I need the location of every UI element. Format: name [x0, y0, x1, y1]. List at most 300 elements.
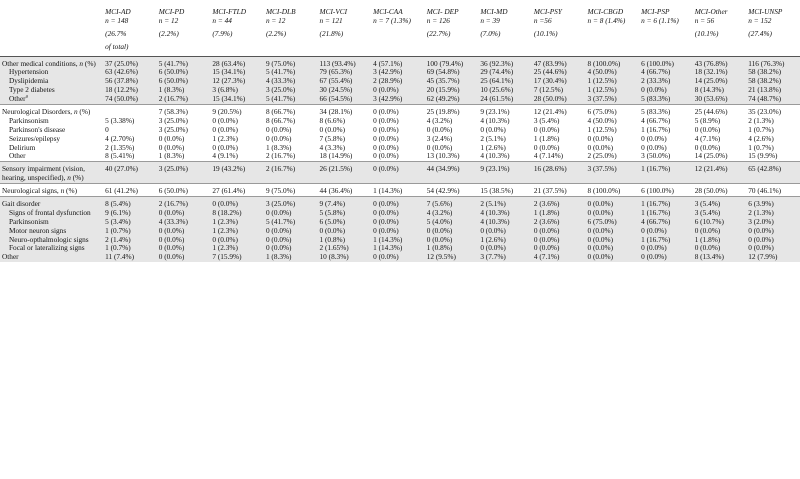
row-label: Neurological signs, n (%) [0, 184, 103, 197]
column-header: MCI-MD [480, 7, 508, 16]
table-row [0, 126, 800, 135]
table-row [0, 227, 800, 236]
table-cell: 1 (2.3%) [210, 244, 264, 253]
row-label: Parkinsonism [0, 218, 103, 227]
column-pct: (10.1%) [533, 29, 558, 38]
header-n-row [0, 17, 800, 30]
table-cell: 2 (5.1%) [478, 197, 532, 209]
row-label: Parkinson's disease [9, 125, 66, 134]
table-cell: 0 (0.0%) [586, 236, 640, 245]
table-cell: 15 (9.9%) [748, 152, 778, 161]
column-n: n = 7 (1.3%) [373, 16, 411, 25]
table-cell: 1 (2.6%) [480, 143, 506, 152]
table-cell: 0 (0.0%) [639, 244, 693, 253]
table-cell: 14 (25.0%) [693, 77, 747, 86]
table-cell: 16 (28.6%) [532, 162, 586, 184]
table-cell: 1 (2.3%) [210, 218, 264, 227]
table-cell: 8 (13.4%) [693, 253, 747, 262]
column-pct: (10.1%) [694, 29, 719, 38]
table-cell [103, 105, 157, 117]
table-cell: 1 (0.7%) [748, 143, 774, 152]
table-cell: 3 (50.0%) [641, 152, 671, 161]
column-pct-note [318, 43, 372, 56]
table-cell: 9 (75.0%) [264, 56, 318, 68]
table-cell: 0 (0.0%) [587, 143, 614, 152]
column-header: MCI- DEP [426, 7, 459, 16]
column-n: n = 121 [319, 16, 343, 25]
table-cell: 5 (41.7%) [157, 56, 211, 68]
table-cell: 1 (1.8%) [532, 209, 586, 218]
table-cell: 0 (0.0%) [373, 152, 399, 161]
table-cell: 5 (5.8%) [318, 209, 372, 218]
table-cell: 8 (14.3%) [693, 86, 747, 95]
table-cell: 15 (34.1%) [210, 68, 264, 77]
row-label: Hypertension [0, 68, 103, 77]
table-cell: 66 (54.5%) [318, 95, 372, 104]
table-cell: 3 (42.9%) [371, 95, 425, 104]
table-cell: 21 (37.5%) [532, 184, 586, 197]
table-cell: 3 (5.4%) [693, 197, 747, 209]
table-cell: 3 (25.0%) [157, 162, 211, 184]
table-cell: 4 (33.3%) [264, 77, 318, 86]
table-cell: 6 (50.0%) [157, 77, 211, 86]
table-cell: 5 (83.3%) [639, 105, 693, 117]
table-cell: 0 (0.0%) [693, 244, 747, 253]
table-cell: 36 (92.3%) [478, 56, 532, 68]
table-cell: 0 (0.0%) [532, 236, 586, 245]
table-cell: 15 (38.5%) [478, 184, 532, 197]
table-cell: 1 (0.8%) [425, 244, 479, 253]
table-cell: 74 (50.0%) [103, 95, 157, 104]
table-cell: 2 (3.6%) [532, 197, 586, 209]
table-cell: 5 (4.0%) [425, 218, 479, 227]
table-cell: 0 (0.0%) [371, 218, 425, 227]
table-cell: 0 (0.0%) [426, 125, 453, 134]
table-cell: 113 (93.4%) [318, 56, 372, 68]
table-cell: 2 (5.1%) [480, 134, 506, 143]
table-cell: 58 (38.2%) [746, 77, 800, 86]
table-cell: 1 (16.7%) [639, 209, 693, 218]
table-cell: 5 (3.38%) [105, 116, 135, 125]
table-cell: 0 (0.0%) [425, 236, 479, 245]
table-cell: 1 (8.3%) [264, 253, 318, 262]
table-cell: 18 (12.2%) [103, 86, 157, 95]
table-cell: 2 (1.3%) [748, 116, 774, 125]
table-cell: 0 (0.0%) [319, 125, 346, 134]
table-row [0, 86, 800, 95]
table-cell: 1 (12.5%) [586, 77, 640, 86]
table-cell: 43 (76.8%) [693, 56, 747, 68]
row-label: Other medical conditions, n (%) [0, 56, 103, 68]
table-cell: 7 (5.8%) [319, 134, 346, 143]
row-label: Gait disorder [0, 197, 103, 209]
table-cell: 28 (63.4%) [210, 56, 264, 68]
table-cell: 79 (65.3%) [318, 68, 372, 77]
column-n: n = 12 [265, 16, 286, 25]
table-cell: 0 (0.0%) [371, 162, 425, 184]
table-cell: 4 (7.14%) [533, 152, 564, 161]
table-cell: 6 (75.0%) [586, 105, 640, 117]
table-cell: 4 (10.3%) [478, 209, 532, 218]
column-header: MCI-AD [105, 7, 131, 16]
table-cell: 116 (76.3%) [746, 56, 800, 68]
table-cell: 7 (12.5%) [532, 86, 586, 95]
table-cell: 2 (16.7%) [157, 197, 211, 209]
table-cell: 6 (50.0%) [157, 184, 211, 197]
table-cell: 8 (66.7%) [265, 116, 296, 125]
table-cell: 6 (3.9%) [746, 197, 800, 209]
table-cell: 0 (0.0%) [641, 134, 667, 143]
table-cell: 8 (5.41%) [105, 152, 135, 161]
table-cell: 9 (23.1%) [478, 105, 532, 117]
column-pct [639, 30, 693, 43]
column-header: MCI-PSP [641, 7, 670, 16]
footnote-marker: a [25, 95, 28, 100]
table-cell: 0 (0.0%) [586, 209, 640, 218]
table-cell: 9 (6.1%) [103, 209, 157, 218]
table-cell: 1 (16.7%) [641, 125, 671, 134]
table-cell: 27 (61.4%) [210, 184, 264, 197]
table-cell: 4 (7.1%) [532, 253, 586, 262]
table-cell: 0 (0.0%) [157, 236, 211, 245]
row-label: Motor neuron signs [0, 227, 103, 236]
table-cell: 5 (83.3%) [639, 95, 693, 104]
table-cell: 2 (16.7%) [157, 95, 211, 104]
table-row [0, 197, 800, 209]
table-cell: 4 (66.7%) [639, 68, 693, 77]
table-cell: 4 (2.6%) [748, 134, 774, 143]
column-pct: (26.7% [105, 29, 127, 38]
table-row [0, 117, 800, 126]
table-cell: 28 (50.0%) [693, 184, 747, 197]
table-cell: 0 (0.0%) [639, 253, 693, 262]
row-label: Other$^a$ [0, 95, 103, 104]
table-cell: 0 (0.0%) [746, 244, 800, 253]
column-pct [371, 30, 425, 43]
table-cell: 0 (0.0%) [210, 197, 264, 209]
table-cell: 0 (0.0%) [212, 116, 238, 125]
column-n: n = 148 [105, 16, 129, 25]
table-cell: 1 (16.7%) [639, 162, 693, 184]
header-pct-row [0, 30, 800, 43]
table-cell: 8 (100.0%) [586, 56, 640, 68]
table-cell: 1 (1.8%) [533, 134, 560, 143]
section-row [0, 105, 800, 117]
table-cell: 25 (44.6%) [693, 105, 747, 117]
table-cell: 0 (0.0%) [371, 197, 425, 209]
column-header: MCI-Other [694, 7, 728, 16]
table-cell: 4 (57.1%) [371, 56, 425, 68]
table-cell: 0 (0.0%) [318, 227, 372, 236]
column-header: MCI-UNSP [748, 7, 783, 16]
table-cell: 0 (0.0%) [426, 143, 453, 152]
table-cell: 12 (9.5%) [425, 253, 479, 262]
table-cell: 4 (10.3%) [478, 218, 532, 227]
table-cell: 1 (12.5%) [587, 125, 617, 134]
table-cell: 15 (34.1%) [210, 95, 264, 104]
table-cell: 0 (0.0%) [746, 236, 800, 245]
table-cell: 0 (0.0%) [746, 227, 800, 236]
row-label: Signs of frontal dysfunction [0, 209, 103, 218]
column-n: n = 152 [748, 16, 772, 25]
table-cell: 61 (41.2%) [103, 184, 157, 197]
table-cell: 0 (0.0%) [265, 125, 292, 134]
table-cell: 1 (14.3%) [371, 236, 425, 245]
section-row [0, 162, 800, 184]
table-row [0, 218, 800, 227]
table-cell: 1 (14.3%) [371, 244, 425, 253]
table-cell: 0 (0.0%) [264, 227, 318, 236]
table-cell: 0 (0.0%) [371, 253, 425, 262]
column-pct: (22.7%) [426, 29, 451, 38]
table-cell: 9 (75.0%) [264, 184, 318, 197]
column-pct: (2.2%) [158, 29, 179, 38]
table-cell: 0 (0.0%) [586, 197, 640, 209]
table-cell: 3 (2.4%) [426, 134, 453, 143]
section-row [0, 56, 800, 68]
table-cell: 6 (5.0%) [318, 218, 372, 227]
table-cell: 4 (10.3%) [480, 116, 510, 125]
table-cell: 18 (14.9%) [319, 152, 353, 161]
table-cell: 0 (0.0%) [639, 227, 693, 236]
column-header: MCI-PSY [533, 7, 562, 16]
table-cell: 1 (8.3%) [158, 152, 185, 161]
table-cell: 21 (13.8%) [746, 86, 800, 95]
table-cell: 0 (0.0%) [533, 143, 560, 152]
table-row [0, 244, 800, 253]
table-cell: 5 (3.4%) [103, 218, 157, 227]
row-label: Parkinsonism [9, 116, 49, 125]
table-cell: 0 (0.0%) [157, 253, 211, 262]
table-cell: 4 (66.7%) [641, 116, 671, 125]
table-cell: 0 (0.0%) [212, 143, 238, 152]
column-pct-note: of total) [103, 43, 157, 56]
table-row [0, 135, 800, 144]
table-row [0, 236, 800, 245]
table-cell: 1 (14.3%) [371, 184, 425, 197]
table-cell: 35 (23.0%) [746, 105, 800, 117]
column-pct-note [264, 43, 318, 56]
table-cell: 0 (0.0%) [425, 227, 479, 236]
table-cell: 11 (7.4%) [103, 253, 157, 262]
column-n: n = 8 (1.4%) [587, 16, 626, 25]
column-header: MCI-VCI [319, 7, 348, 16]
table-cell: 1 (2.3%) [210, 227, 264, 236]
table-cell: 7 (15.9%) [210, 253, 264, 262]
table-cell: 0 (0.0%) [158, 134, 185, 143]
table-cell: 4 (50.0%) [586, 68, 640, 77]
row-label: Type 2 diabetes [0, 86, 103, 95]
table-cell: 10 (25.6%) [478, 86, 532, 95]
table-cell: 7 (58.3%) [157, 105, 211, 117]
column-pct-note [157, 43, 211, 56]
table-cell: 2 (1.35%) [105, 143, 135, 152]
table-cell: 20 (15.9%) [425, 86, 479, 95]
table-cell: 1 (16.7%) [639, 197, 693, 209]
table-row [0, 95, 800, 104]
table-cell: 0 (0.0%) [694, 125, 721, 134]
column-pct-note [586, 43, 640, 56]
table-cell: 3 (5.4%) [693, 209, 747, 218]
table-cell: 2 (1.4%) [103, 236, 157, 245]
table-cell: 47 (83.9%) [532, 56, 586, 68]
table-cell: 40 (27.0%) [103, 162, 157, 184]
table-cell: 26 (21.5%) [318, 162, 372, 184]
table-cell: 30 (53.6%) [693, 95, 747, 104]
table-cell: 3 (25.0%) [264, 86, 318, 95]
table-cell: 2 (1.3%) [746, 209, 800, 218]
column-header: MCI-CBGD [587, 7, 624, 16]
table-cell: 69 (54.8%) [425, 68, 479, 77]
table-cell: 4 (66.7%) [639, 218, 693, 227]
table-cell: 8 (100.0%) [586, 184, 640, 197]
table-cell: 1 (2.3%) [212, 134, 238, 143]
table-cell: 3 (25.0%) [264, 197, 318, 209]
table-cell: 4 (2.70%) [105, 134, 135, 143]
row-label: Delirium [9, 143, 36, 152]
table-cell: 3 (5.4%) [533, 116, 560, 125]
table-cell: 3 (25.0%) [158, 125, 188, 134]
table-cell: 0 (0.0%) [371, 227, 425, 236]
table-cell: 4 (7.1%) [694, 134, 721, 143]
table-cell: 2 (3.6%) [532, 218, 586, 227]
row-label: Neuro-opthalmologic signs [0, 236, 103, 245]
table-row [0, 253, 800, 262]
table-cell: 1 (12.5%) [586, 86, 640, 95]
column-n: n = 44 [212, 16, 232, 25]
table-cell: 0 (0.0%) [371, 86, 425, 95]
table-cell: 24 (61.5%) [478, 95, 532, 104]
row-label: Other [9, 152, 26, 161]
table-cell: 2 (33.3%) [639, 77, 693, 86]
table-cell: 2 (16.7%) [265, 152, 296, 161]
table-cell: 3 (25.0%) [158, 116, 188, 125]
table-row [0, 152, 800, 161]
table-cell: 0 (0.0%) [371, 209, 425, 218]
table-cell: 0 (0.0%) [694, 143, 721, 152]
table-cell: 4 (3.3%) [319, 143, 346, 152]
table-cell: 6 (100.0%) [639, 56, 693, 68]
table-row [0, 209, 800, 218]
table-cell: 12 (21.4%) [532, 105, 586, 117]
table-cell: 6 (50.0%) [157, 68, 211, 77]
table-cell: 1 (8.3%) [265, 143, 292, 152]
row-label: Seizures/epilepsy [9, 134, 61, 143]
column-pct-note [693, 43, 747, 56]
table-cell: 3 (6.8%) [210, 86, 264, 95]
table-cell: 5 (8.9%) [694, 116, 721, 125]
table-cell: 28 (50.0%) [532, 95, 586, 104]
table-cell: 2 (28.9%) [371, 77, 425, 86]
column-pct-note [746, 43, 800, 56]
table-cell: 0 (0.0%) [265, 134, 292, 143]
table-cell: 1 (0.7%) [103, 227, 157, 236]
table-cell: 0 (0.0%) [210, 236, 264, 245]
table-cell: 14 (25.0%) [694, 152, 728, 161]
header-pct2-row [0, 43, 800, 56]
column-pct-note [210, 43, 264, 56]
column-pct: (2.2%) [265, 29, 286, 38]
table-cell: 0 (0.0%) [587, 134, 614, 143]
table-cell: 17 (30.4%) [532, 77, 586, 86]
table-cell: 1 (0.7%) [748, 125, 774, 134]
table-cell: 4 (9.1%) [212, 152, 238, 161]
table-body [0, 56, 800, 262]
table-cell: 3 (37.5%) [586, 162, 640, 184]
table-cell: 0 (0.0%) [158, 143, 185, 152]
table-cell: 8 (5.4%) [103, 197, 157, 209]
table-cell: 0 (0.0%) [157, 227, 211, 236]
column-header: MCI-DLB [265, 7, 296, 16]
table-cell: 0 (0.0%) [264, 209, 318, 218]
table-cell: 4 (10.3%) [480, 152, 510, 161]
table-cell: 0 (0.0%) [478, 244, 532, 253]
table-cell: 0 (0.0%) [586, 244, 640, 253]
table-cell: 58 (38.2%) [746, 68, 800, 77]
table-cell: 0 (0.0%) [157, 244, 211, 253]
table-cell: 1 (2.6%) [478, 236, 532, 245]
table-cell: 74 (48.7%) [746, 95, 800, 104]
table-cell: 6 (100.0%) [639, 184, 693, 197]
table-cell: 0 (0.0%) [586, 253, 640, 262]
table-row [0, 77, 800, 86]
table-cell: 5 (41.7%) [264, 95, 318, 104]
table-cell: 12 (21.4%) [693, 162, 747, 184]
table-cell: 0 (0.0%) [639, 86, 693, 95]
row-label: Focal or lateralizing signs [0, 244, 103, 253]
table-cell: 18 (32.1%) [693, 68, 747, 77]
row-label: Sensory impairment (vision, hearing, unspecified), n (%) [0, 162, 103, 184]
row-label: Neurological Disorders, n (%) [0, 105, 103, 117]
table-cell: 45 (35.7%) [425, 77, 479, 86]
table-cell: 0 (0.0%) [586, 227, 640, 236]
table-cell: 1 (0.7%) [103, 244, 157, 253]
table-cell: 1 (16.7%) [639, 236, 693, 245]
column-pct: (21.8%) [319, 29, 344, 38]
header-row [0, 0, 800, 17]
table-cell: 0 (0.0%) [693, 227, 747, 236]
column-pct-note [532, 43, 586, 56]
table-cell: 12 (7.9%) [746, 253, 800, 262]
table-cell: 2 (25.0%) [587, 152, 617, 161]
column-n: n = 126 [426, 16, 450, 25]
table-cell: 2 (1.65%) [318, 244, 372, 253]
table-cell: 25 (19.8%) [425, 105, 479, 117]
table-cell: 1 (1.8%) [693, 236, 747, 245]
column-pct: (7.0%) [480, 29, 501, 38]
column-n: n = 56 [694, 16, 715, 25]
table-cell: 13 (10.3%) [426, 152, 460, 161]
table-cell: 8 (6.6%) [319, 116, 346, 125]
table-cell: 67 (55.4%) [318, 77, 372, 86]
table-cell: 0 (0.0%) [157, 209, 211, 218]
table-row [0, 68, 800, 77]
table-cell: 44 (36.4%) [318, 184, 372, 197]
table-cell: 6 (75.0%) [586, 218, 640, 227]
table-cell: 2 (16.7%) [264, 162, 318, 184]
table-cell: 12 (27.3%) [210, 77, 264, 86]
column-pct-note [425, 43, 479, 56]
table-cell: 100 (79.4%) [425, 56, 479, 68]
table-cell: 4 (33.3%) [157, 218, 211, 227]
table-cell: 56 (37.8%) [103, 77, 157, 86]
table-cell: 37 (25.0%) [103, 56, 157, 68]
table-cell: 4 (3.2%) [425, 209, 479, 218]
table-cell: 25 (64.1%) [478, 77, 532, 86]
table-cell: 0 (0.0%) [373, 143, 399, 152]
table-cell: 3 (42.9%) [371, 68, 425, 77]
table-cell: 1 (8.3%) [157, 86, 211, 95]
